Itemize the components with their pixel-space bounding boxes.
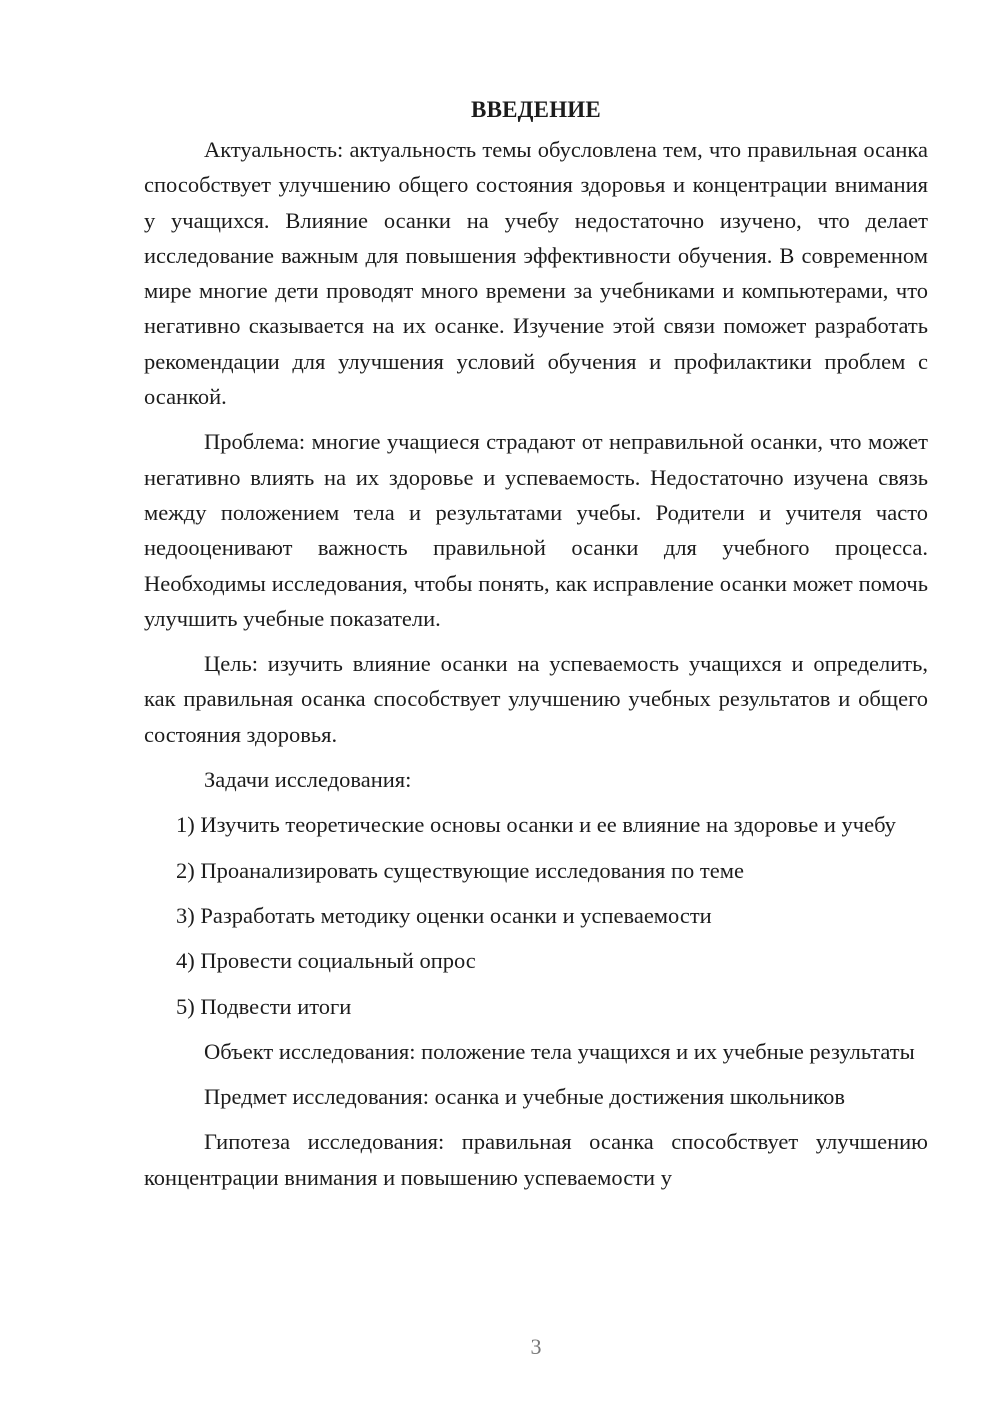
page-number: 3	[530, 1334, 542, 1359]
section-heading: ВВЕДЕНИЕ	[471, 97, 601, 122]
tasks-heading: Задачи исследования:	[204, 767, 412, 793]
goal-paragraph: Цель: изучить влияние осанки на успеваемость учащихся и определить, как правильная осанка способствует улучшению учебных результатов и общего состояния здоровья.	[144, 651, 928, 747]
subject-paragraph: Предмет исследования: осанка и учебные достижения школьников	[204, 1084, 846, 1110]
page-content	[144, 96, 928, 1205]
object-paragraph: Объект исследования: положение тела учащихся и их учебные результаты	[204, 1038, 915, 1064]
task-item-1: 1) Изучить теоретические основы осанки и ее влияние на здоровье и учебу	[176, 812, 896, 838]
task-item-5: 5) Подвести итоги	[176, 993, 352, 1019]
task-item-4: 4) Провести социальный опрос	[176, 948, 476, 974]
task-item-3: 3) Разработать методику оценки осанки и успеваемости	[176, 902, 712, 928]
problem-paragraph: Проблема: многие учащиеся страдают от неправильной осанки, что может негативно влиять на их здоровье и успеваемость. Недостаточно изучена связь между положением тела и результатами учебы. Родители и учителя часто недооценивают важность правильной осанки для учебного процесса. Необходимы исследования, чтобы понять, как исправление осанки может помочь улучшить учебные показатели.	[144, 429, 928, 631]
hypothesis-paragraph: Гипотеза исследования: правильная осанка способствует улучшению концентрации внимания и повышению успеваемости у	[144, 1129, 928, 1190]
relevance-paragraph: Актуальность: актуальность темы обусловлена тем, что правильная осанка способствует улучшению общего состояния здоровья и концентрации внимания у учащихся. Влияние осанки на учебу недостаточно изучено, что делает исследование важным для повышения эффективности обучения. В современном мире многие дети проводят много времени за учебниками и компьютерами, что негативно сказывается на их осанке. Изучение этой связи поможет разработать рекомендации для улучшения условий обучения и профилактики проблем с осанкой.	[144, 137, 928, 410]
task-item-2: 2) Проанализировать существующие исследования по теме	[176, 857, 744, 883]
